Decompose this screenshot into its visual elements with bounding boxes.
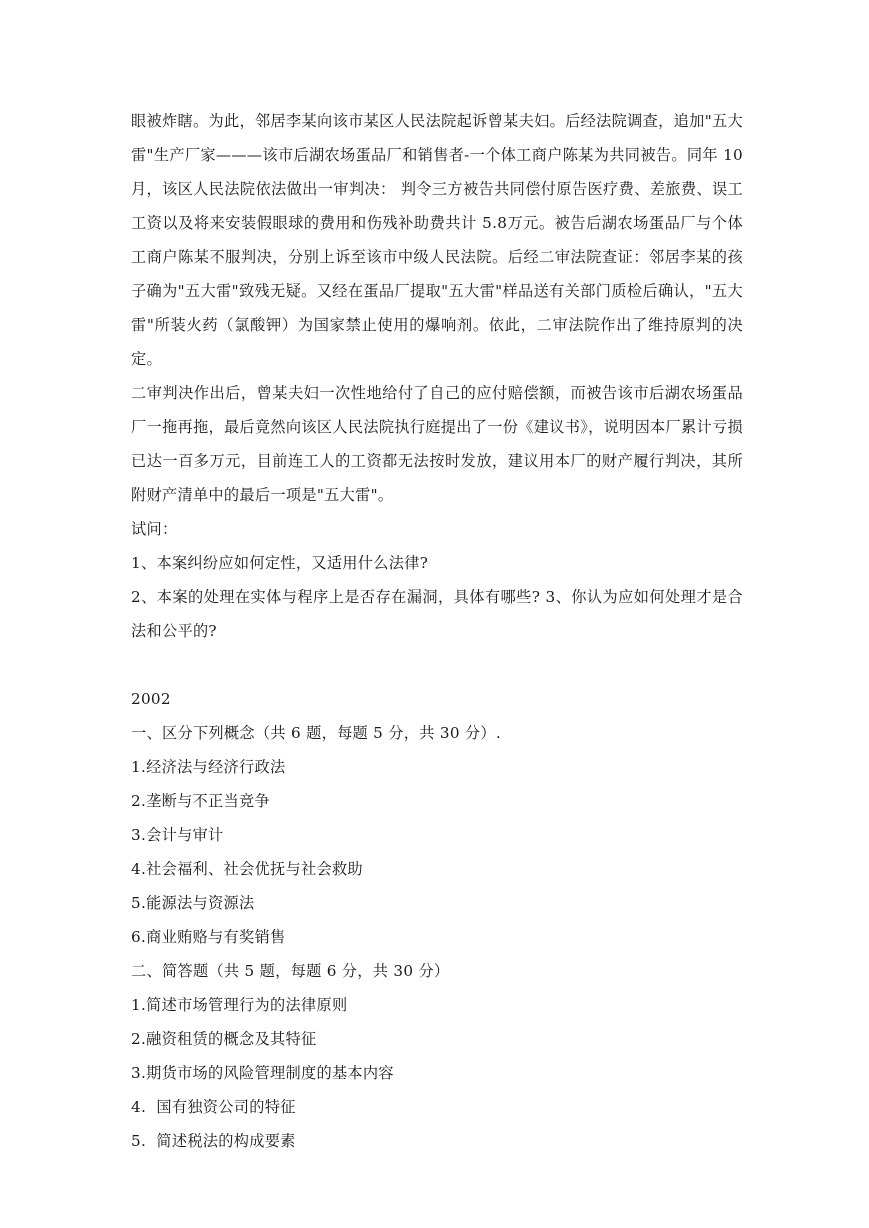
section-2-item: 4. 国有独资公司的特征 [131,1098,296,1116]
question-label: 试问： [131,520,178,538]
blank-line [131,648,743,682]
section-1-item: 2.垄断与不正当竞争 [131,792,270,810]
exam-year: 2002 [131,690,171,708]
section-2-item: 1.简述市场管理行为的法律原则 [131,996,348,1014]
case-paragraph-2: 二审判决作出后，曾某夫妇一次性地给付了自己的应付赔偿额，而被告该市后湖农场蛋品厂一拖再拖，最后竟然向该区人民法院执行庭提出了一份《建议书》，说明因本厂累计亏损已达一百多万元，目前连工人的工资都无法按时发放，建议用本厂的财产履行判决，其所附财产清单中的最后一项是"五大雷"。 [131,384,743,504]
case-paragraph-1: 眼被炸瞎。为此，邻居李某向该市某区人民法院起诉曾某夫妇。后经法院调查，追加"五大雷"生产厂家———该市后湖农场蛋品厂和销售者-一个体工商户陈某为共同被告。同年 10 月，该区人民法院依法做出一审判决： 判令三方被告共同偿付原告医疗费、差旅费、误工工资以及将来安装假眼球的费用和伤残补助费共计 5.8万元。被告后湖农场蛋品厂与个体工商户陈某不服判决，分别上诉至该市中级人民法院。后经二审法院查证：邻居李某的孩子确为"五大雷"致残无疑。又经在蛋品厂提取"五大雷"样品送有关部门质检后确认，"五大雷"所装火药（氯酸钾）为国家禁止使用的爆响剂。依此，二审法院作出了维持原判的决定。 [131,112,743,368]
section-1-item: 3.会计与审计 [131,826,224,844]
question-1: 1、本案纠纷应如何定性，又适用什么法律? [131,554,429,572]
section-2-item: 3.期货市场的风险管理制度的基本内容 [131,1064,394,1082]
section-1-heading: 一、区分下列概念（共 6 题，每题 5 分，共 30 分）. [131,724,502,742]
section-1-item: 1.经济法与经济行政法 [131,758,286,776]
question-2-3: 2、本案的处理在实体与程序上是否存在漏洞，具体有哪些? 3、你认为应如何处理才是合法和公平的? [131,588,743,640]
section-1-item: 6.商业贿赂与有奖销售 [131,928,286,946]
section-2-item: 5. 简述税法的构成要素 [131,1132,296,1150]
section-2-item: 2.融资租赁的概念及其特征 [131,1030,317,1048]
section-1-item: 4.社会福利、社会优抚与社会救助 [131,860,363,878]
section-2-heading: 二、简答题（共 5 题，每题 6 分，共 30 分） [131,962,450,980]
document-page [131,104,743,1158]
section-1-item: 5.能源法与资源法 [131,894,255,912]
